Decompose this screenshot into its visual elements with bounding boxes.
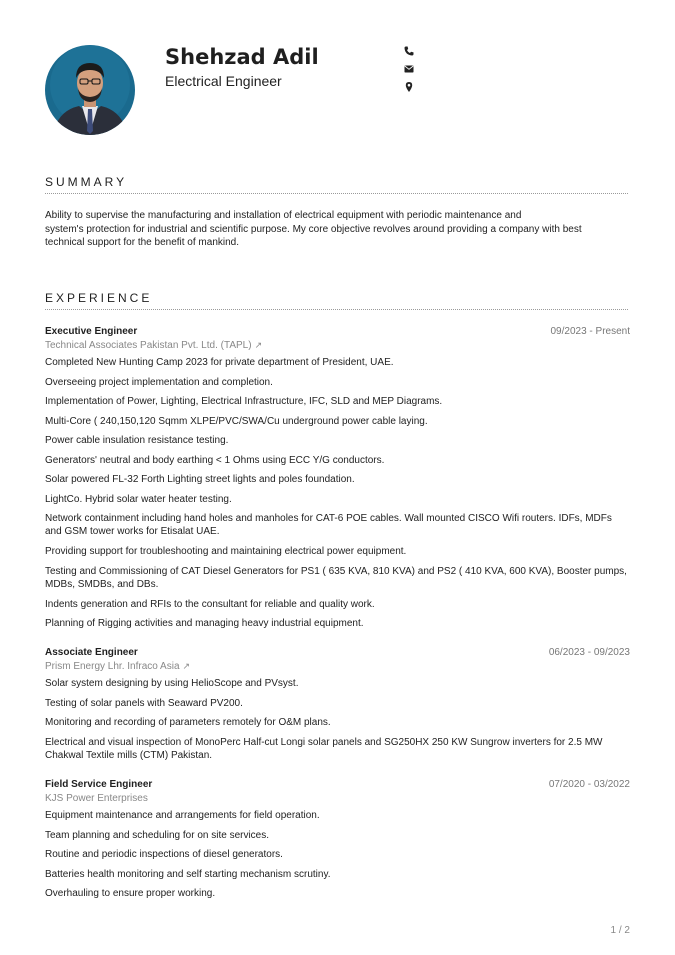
job-dates: 09/2023 - Present [550,326,630,337]
phone-icon [403,45,415,57]
duty-item: LightCo. Hybrid solar water heater testing. [45,493,232,505]
page-number: 1 / 2 [610,925,630,936]
duty-item: Overhauling to ensure proper working. [45,888,216,899]
job-title: Associate Engineer [45,647,138,658]
duty-item: Solar powered FL-32 Forth Lighting street lights and poles foundation. [45,474,355,485]
duty-item: Planning of Rigging activities and managing heavy industrial equipment. [45,618,364,629]
summary-heading: SUMMARY [45,175,128,189]
summary-line: system's protection for industrial and scientific purpose. My core objective revolves around providing a company with best [45,223,582,235]
duty-item: Generators' neutral and body earthing < 1 Ohms using ECC Y/G conductors. [45,454,385,466]
summary-line: technical support for the benefit of mankind. [45,237,240,249]
duty-item: Overseeing project implementation and completion. [45,376,273,388]
duty-item: Providing support for troubleshooting and maintaining electrical power equipment. [45,546,407,557]
duty-item: Batteries health monitoring and self starting mechanism scrutiny. [45,868,331,880]
duty-item: Monitoring and recording of parameters remotely for O&M plans. [45,717,331,728]
candidate-name: Shehzad Adil [165,45,319,69]
summary-divider [45,193,628,194]
profile-photo [45,45,135,135]
company-link[interactable] [45,340,262,351]
external-link-icon: ↗ [254,340,263,350]
summary-text [45,209,630,250]
job-dates: 06/2023 - 09/2023 [548,647,630,658]
job-title: Field Service Engineer [45,779,153,790]
experience-heading: EXPERIENCE [45,291,153,305]
duty-item: Multi-Core ( 240,150,120 Sqmm XLPE/PVC/SWA/Cu underground power cable laying. [45,415,428,427]
duty-item: Testing of solar panels with Seaward PV200. [45,697,243,709]
company-name[interactable]: Prism Energy Lhr. Infraco Asia [45,661,180,672]
duty-item: Implementation of Power, Lighting, Electrical Infrastructure, IFC, SLD and MEP Diagrams. [45,396,443,407]
duty-item: Power cable insulation resistance testing. [45,435,229,446]
experience-divider [45,309,628,310]
duty-item: Team planning and scheduling for on site services. [45,829,270,841]
duty-item: Routine and periodic inspections of diesel generators. [45,849,283,860]
duty-item: Testing and Commissioning of CAT Diesel Generators for PS1 ( 635 KVA, 810 KVA) and PS2 ( 410 KVA, 600 KVA), Booster pumps, MDBs, SMDBs, and DBs. [45,565,627,590]
company-name[interactable]: Technical Associates Pakistan Pvt. Ltd. (TAPL) [45,340,252,351]
company-link[interactable] [45,661,190,672]
duty-item: Network containment including hand holes and manholes for CAT-6 POE cables. Wall mounted CISCO Wifi routers. IDFs, MDFs and GSM tower works for Etisalat UAE. [45,513,612,538]
external-link-icon: ↗ [182,661,191,671]
job-dates: 07/2020 - 03/2022 [548,779,630,790]
duty-item: Equipment maintenance and arrangements for field operation. [45,810,320,821]
mail-icon [403,63,415,75]
duty-item: Electrical and visual inspection of MonoPerc Half-cut Longi solar panels and SG250HX 250 KW Sungrow inverters for 2.5 MW Chakwal Textile mills (CTM) Pakistan. [45,736,603,761]
candidate-role: Electrical Engineer [165,73,282,89]
job-title: Executive Engineer [45,326,138,337]
location-icon [403,81,415,93]
company-name: KJS Power Enterprises [45,793,148,804]
duty-item: Indents generation and RFIs to the consultant for reliable and quality work. [45,598,375,610]
duty-item: Solar system designing by using HelioScope and PVsyst. [45,678,299,689]
duty-item: Completed New Hunting Camp 2023 for private department of President, UAE. [45,357,394,368]
summary-line: Ability to supervise the manufacturing and installation of electrical equipment with periodic maintenance and [45,210,522,221]
